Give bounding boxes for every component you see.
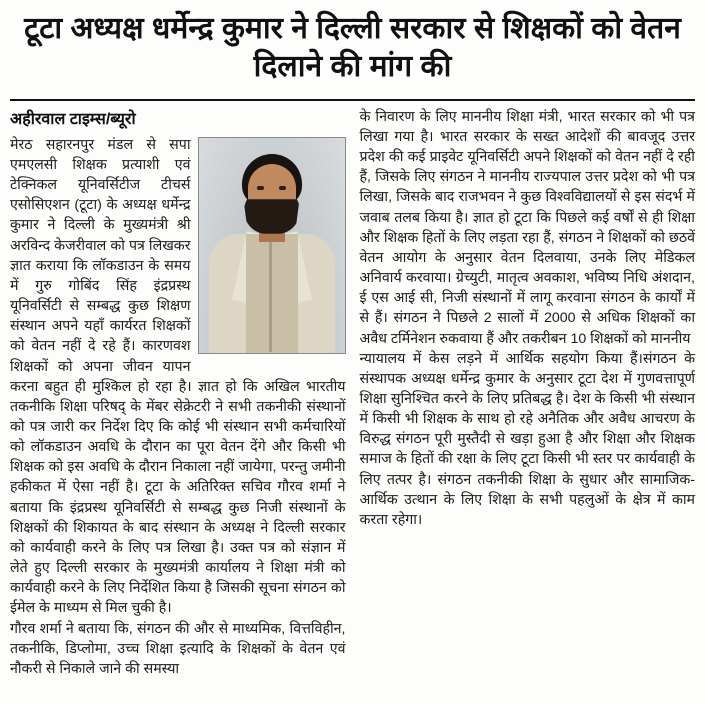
article-photo bbox=[198, 137, 346, 354]
photo-kurta bbox=[246, 234, 298, 354]
photo-placket bbox=[269, 242, 272, 352]
right-paragraph-1: के निवारण के लिए माननीय शिक्षा मंत्री, भारत सरकार को भी पत्र लिखा गया है। भारत सरकार के सख्त आदेशों की बावजूद उत्तर प्रदेश की कई प्राइवेट यूनिवर्सिटी अपने शिक्षकों को वेतन नहीं दे रही हैं, जिसके लिए संगठन ने माननीय राज्यपाल उत्तर प्रदेश को भी पत्र लिखा, जिसके बाद राजभवन ने कुछ विश्वविद्यालयों से इस संदर्भ में जवाब तलब किया है। ज्ञात हो टूटा कि पिछले कई वर्षों से ही शिक्षा और शिक्षक हितों के लिए लड़ता रहा हैं, संगठन ने शिक्षकों को छठवें वेतन आयोग के अनुसार वेतन दिलवाया, उनके लिए मेडिकल अनिवार्य करवाया। ग्रेच्युटी, मातृत्व अवकाश, भविष्य निधि अंशदान, ई एस आई सी, निजी संस्थानों में लागू करवाना संगठन के कार्यों में से हैं। संगठन ने पिछले 2 सालों में 2000 से अधिक शिक्षकों का अवैध टर्मिनेशन रुकवाया हैं और तकरीबन 10 शिक्षकों को माननीय bbox=[359, 108, 695, 347]
headline-divider bbox=[10, 99, 695, 101]
right-paragraph-2: न्यायालय में केस लड़ने में आर्थिक सहयोग किया हैं।संगठन के संस्थापक अध्यक्ष धर्मेन्द्र कुमार के अनुसार टूटा देश में गुणवत्तापूर्ण शिक्षा सुनिश्चित करने के लिए प्रतिबद्ध है। देश के किसी भी संस्थान में किसी भी शिक्षक के साथ हो रहे अनैतिक और अवैध आचरण के विरुद्ध संगठन पूरी मुस्तैदी से खड़ा हुआ है और शिक्षा और शिक्षक समाज के हितों की रक्षा के लिए टूटा किसी भी स्तर पर कार्यवाही के लिए तत्पर है। संगठन तकनीकी शिक्षा के सुधार और सामाजिक-आर्थिक उत्थान के लिए शिक्षा के सभी पहलुओं के क्षेत्र में काम करता रहेगा। bbox=[359, 350, 695, 528]
left-paragraph-2: गौरव शर्मा ने बताया कि, संगठन की और से माध्यमिक, वित्तविहीन, तकनीकि, डिप्लोमा, उच्च शिक्षा इत्यादि के शिक्षकों के वेतन एवं नौकरी से निकाले जाने की समस्या bbox=[10, 620, 346, 677]
page-title: टूटा अध्यक्ष धर्मेन्द्र कुमार ने दिल्ली सरकार से शिक्षकों को वेतन दिलाने की मांग की bbox=[24, 12, 681, 84]
column-left bbox=[10, 107, 346, 679]
column-right bbox=[360, 107, 696, 679]
article-columns bbox=[0, 107, 705, 679]
headline-section bbox=[0, 0, 705, 91]
photo-eye-right bbox=[279, 186, 286, 190]
photo-eye-left bbox=[257, 186, 264, 190]
left-paragraph-1: मेरठ सहारनपुर मंडल से सपा एमएलसी शिक्षक प्रत्याशी एवं टेक्निकल यूनिवर्सिटीज टीचर्स एसोसिएशन (टूटा) के अध्यक्ष धर्मेन्द्र कुमार ने दिल्ली के मुख्यमंत्री श्री अरविन्द केजरीवाल को पत्र लिखकर ज्ञात कराया कि लॉकडाउन के समय में गुरु गोबिंद सिंह इंद्रप्रस्थ यूनिवर्सिटी से सम्बद्ध कुछ शिक्षण संस्थान अपने यहाँ कार्यरत शिक्षकों को वेतन नहीं दे रहे हैं। कारणवश शिक्षकों को अपना जीवन यापन करना बहुत ही मुश्किल हो रहा है। ज्ञात हो कि अखिल भारतीय तकनीकि शिक्षा परिषद् के मेंबर सेक्रेटरी ने सभी तकनीकी संस्थानों को पत्र जारी कर निर्देश दिए कि कोई भी संस्थान सभी कर्मचारियों को लॉकडाउन अवधि के दौरान का पूरा वेतन देंगे और किसी भी शिक्षक को इस अवधि के दौरान निकाला नहीं जायेगा, परन्तु जमीनी हकीकत में ऐसा नहीं है। टूटा के अतिरिक्त सचिव गौरव शर्मा ने बताया कि इंद्रप्रस्थ यूनिवर्सिटी से सम्बद्ध कुछ निजी संस्थानों के शिक्षकों की शिकायत के बाद संस्थान के अध्यक्ष ने दिल्ली सरकार को कार्यवाही करने के लिए पत्र लिखा है। उक्त पत्र को संज्ञान में लेते हुए दिल्ली सरकार के मुख्यमंत्री कार्यालय ने शिक्षा मंत्री को कार्यवाही करने के लिए निर्देशित किया है जिसकी सूचना संगठन को ईमेल के माध्यम से मिल चुकी है। bbox=[10, 136, 346, 617]
page-bottom-strip bbox=[0, 703, 705, 719]
byline: अहीरवाल टाइम्स/ब्यूरो bbox=[10, 110, 136, 128]
